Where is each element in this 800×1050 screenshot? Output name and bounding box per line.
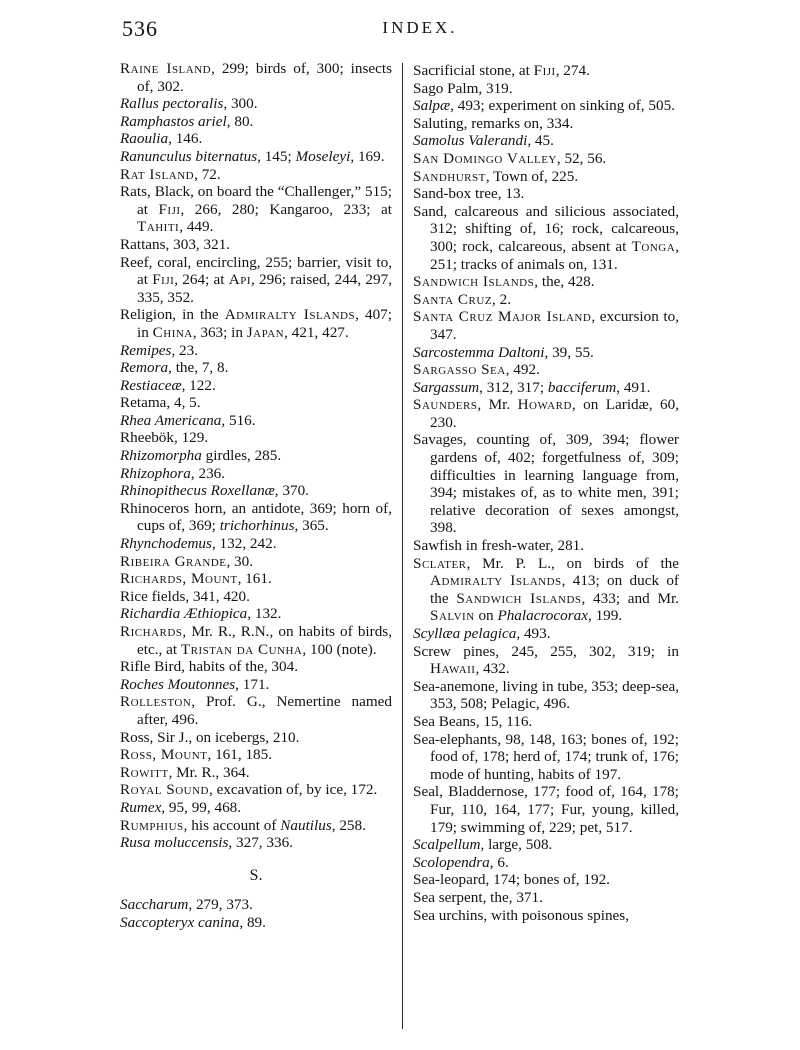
index-entry [120,729,392,747]
index-entry [120,896,392,914]
index-entry [120,148,392,166]
small-caps-term: Japan [246,323,285,341]
italic-term: Rumex [120,798,162,816]
entry-text: , 199. [587,607,623,625]
index-entry [413,168,679,186]
entry-text: , 266, 280; Kangaroo, 233; at [180,200,392,218]
index-entries-s-continued [413,62,679,924]
entry-text: , 433; and Mr. [581,589,680,607]
index-entry [120,623,392,658]
entry-text: , 421, 427. [284,323,349,341]
index-entry [120,658,392,676]
index-entry [120,447,392,465]
index-entry [413,783,679,836]
index-entry [120,394,392,412]
small-caps-term: Sclater [413,554,467,572]
index-entry [120,746,392,764]
entry-text: , 407; in [137,306,392,341]
small-caps-term: Ribeira Grande [120,552,227,570]
index-entry [120,166,392,184]
entry-text: , 30. [226,552,254,570]
entry-text: , 52, 56. [556,149,607,167]
index-entry [120,342,392,360]
entry-text: , 491. [616,378,651,396]
index-entry [120,429,392,447]
small-caps-term: Rowitt [120,763,169,781]
index-entries-s [120,896,392,931]
index-entry [413,203,679,273]
entry-text: , 432. [475,660,510,678]
index-entry [120,500,392,535]
italic-term: Saccharum [120,896,189,914]
small-caps-term: Fiji [158,200,181,218]
running-head-title: INDEX. [382,18,458,37]
italic-term: Rusa moluccensis [120,834,229,852]
italic-term: Ramphastos ariel [120,112,227,130]
small-caps-term: Tonga [631,237,676,255]
index-entry [413,273,679,291]
entry-text: , 171. [235,675,270,693]
entry-text: Savages, counting of, 309, 394; flower gardens of, 402; forgetfulness of, 309; difficulties in learning language from, 394; mistakes of, as to white men, 391; relative decoration of sexes amongst, 398. [413,431,679,537]
index-entry [120,834,392,852]
index-entry [120,412,392,430]
index-entry [413,555,679,625]
index-entry [120,799,392,817]
index-entry [413,731,679,784]
small-caps-term: Richards [120,623,183,640]
entry-text: , 413; on duck of the [430,572,679,607]
index-entry [413,713,679,731]
index-entry [413,132,679,150]
small-caps-term: Raine Island [120,60,212,77]
entry-text: Sago Palm, 319. [413,79,513,97]
index-entry [120,482,392,500]
italic-term: Moseleyi [295,147,351,165]
small-caps-term: Rumphius [120,816,184,834]
entry-text: , 296; raised, 244, 297, 335, 352. [137,271,392,306]
index-entry [413,185,679,203]
small-caps-term: Tristan da Cunha [180,640,303,658]
index-entry [120,236,392,254]
entry-text: , 80. [226,112,254,130]
entry-text: Sea serpent, the, 371. [413,888,543,906]
entry-text: , 39, 55. [544,343,594,361]
entry-text: , 89. [239,913,266,931]
index-entry [413,115,679,133]
italic-term: Richardia Æthiopica [120,605,248,623]
small-caps-term: Fiji [533,62,556,79]
small-caps-term: Saunders [413,396,478,414]
index-entry [120,183,392,236]
italic-term: Rallus pectoralis [120,95,224,113]
small-caps-term: Hawaii [430,660,476,678]
entry-text: Seal, Bladdernose, 177; food of, 164, 178; Fur, 110, 164, 177; Fur, young, killed, 179; swimming of, 229; pet, 517. [413,783,679,836]
index-entry [120,781,392,799]
index-entry [413,150,679,168]
entry-text: , 370. [274,482,309,500]
entry-text: Religion, in the [120,306,225,324]
entry-text: , 363; in [192,323,247,341]
small-caps-term: Sargasso Sea [413,361,506,379]
entry-text: , 161. [237,570,272,588]
entry-text: , Prof. G., Nemertine named after, 496. [137,693,392,728]
entry-text: , 327, 336. [228,834,293,852]
index-entry [120,676,392,694]
index-entry [413,344,679,362]
index-column-right [413,62,679,924]
index-entry [120,254,392,307]
entry-text: , 45. [527,132,554,150]
small-caps-term: Salvin [430,607,475,625]
entry-text: Sea-anemone, living in tube, 353; deep-sea, 353, 508; Pelagic, 496. [413,677,679,713]
index-entry [120,306,392,341]
entry-text: , 132, 242. [211,535,277,553]
entry-text: Sea urchins, with poisonous spines, [413,906,629,924]
index-column-left [120,60,392,932]
entry-text: , 251; tracks of animals on, 131. [430,237,679,273]
entry-text: , 274. [555,62,590,79]
small-caps-term: Fiji [152,271,175,289]
entry-text: , Mr. R., R.N., on habits of birds, etc., at [137,623,392,658]
entry-text: , the, 7, 8. [168,359,229,377]
index-entry [413,836,679,854]
small-caps-term: Admiralty Islands [430,572,562,590]
small-caps-term: Rolleston [120,693,192,711]
index-entry [120,553,392,571]
entry-text: , 145; [257,147,296,165]
entry-text: Sand-box tree, 13. [413,185,525,203]
entry-text: , 100 (note). [302,640,377,658]
italic-term: Restiaceæ [120,376,182,394]
index-entry [413,625,679,643]
entry-text: Rice fields, 341, 420. [120,587,250,605]
small-caps-term: Api [228,271,252,289]
italic-term: Saccopteryx canina [120,913,240,931]
entry-text: , 161, 185. [207,746,273,764]
index-entries-r [120,60,392,852]
index-entry [413,97,679,115]
index-entry [413,396,679,431]
entry-text: Sea-elephants, 98, 148, 163; bones of, 192; food of, 178; herd of, 174; trunk of, 176; mode of hunting, habits of 197. [413,730,679,783]
entry-text: , 312, 317; [479,378,548,396]
entry-text: , his account of [183,816,281,834]
entry-text: , 95, 99, 468. [161,798,242,816]
page-number: 536 [122,16,158,41]
italic-term: Rhynchodemus [120,535,212,553]
index-entry [120,377,392,395]
index-entry [413,62,679,80]
index-entry [120,95,392,113]
italic-term: Scyllæa pelagica [413,625,517,642]
small-caps-term: San Domingo Valley [413,149,557,167]
entry-text: , excursion to, 347. [430,308,680,343]
index-entry [413,291,679,309]
entry-text: , 449. [179,218,214,236]
entry-text: , 493; experiment on sinking of, 505. [450,97,675,115]
small-caps-term: Royal Sound [120,781,209,799]
index-entry [120,693,392,728]
italic-term: Ranunculus biternatus [120,147,258,165]
entry-text: , large, 508. [480,836,553,854]
small-caps-term: Howard [517,396,572,414]
entry-text: , 122. [181,376,216,394]
index-entry [413,889,679,907]
italic-term: Rhinopithecus Roxellanæ [120,482,275,500]
entry-text: , 493. [516,625,551,642]
entry-text: , Mr. P. L., on birds of the [466,554,679,572]
index-entry [120,570,392,588]
italic-term: Nautilus [280,816,332,834]
entry-text: , Town of, 225. [485,167,579,185]
entry-text: Rattans, 303, 321. [120,235,231,253]
entry-text: Rhinoceros horn, an antidote, 369; horn of, cups of, 369; [120,499,392,535]
entry-text: , 279, 373. [188,896,253,914]
small-caps-term: Sandwich Islands [456,589,582,607]
index-entry [413,308,679,343]
small-caps-term: Santa Cruz [413,290,493,308]
section-heading: S. [249,866,263,884]
index-entry [413,854,679,872]
column-divider [402,63,403,1029]
entry-text: Sea-leopard, 174; bones of, 192. [413,871,610,889]
entry-text: Rats, Black, on board the “Challenger,” 515; at [120,183,392,218]
italic-term: Phalacrocorax [497,607,588,625]
italic-term: trichorhinus [219,517,295,535]
small-caps-term: China [152,323,193,341]
small-caps-term: Santa Cruz Major Island [413,308,592,326]
italic-term: bacciferum [547,378,617,396]
italic-term: Rhizomorpha [120,447,202,465]
index-entry [413,907,679,925]
italic-term: Scalpellum [413,836,481,854]
entry-text: , 258. [331,816,366,834]
entry-text: , the, 428. [534,273,595,291]
index-entry [413,379,679,397]
entry-text: , 516. [221,411,256,429]
entry-text: , excavation of, by ice, 172. [208,781,378,799]
small-caps-term: Tahiti [137,218,180,236]
italic-term: Raoulia [120,130,169,148]
small-caps-term: Admiralty Islands [224,306,356,324]
entry-text: , 146. [168,130,203,148]
small-caps-term: Ross, Mount [120,746,208,764]
entry-text: , 169. [350,147,385,165]
entry-text: Reef, coral, encircling, 255; barrier, visit to, at [120,253,392,289]
small-caps-term: Sandhurst [413,167,486,185]
index-entry [120,465,392,483]
entry-text: girdles, 285. [201,447,282,465]
index-entry [413,80,679,98]
entry-text: , 23. [171,341,199,359]
entry-text: , 236. [190,464,226,482]
entry-text: on [474,607,498,625]
entry-text: , 300. [223,95,258,113]
entry-text: , Mr. [477,396,518,414]
entry-text: Ross, Sir J., on icebergs, 210. [120,728,300,746]
index-entry [120,588,392,606]
small-caps-term: Sandwich Islands [413,273,535,291]
entry-text: Rifle Bird, habits of the, 304. [120,658,299,676]
index-entry [120,764,392,782]
index-entry [120,359,392,377]
index-entry [120,914,392,932]
italic-term: Sargassum [413,378,480,396]
entry-text: Retama, 4, 5. [120,394,201,412]
small-caps-term: Richards, Mount [120,570,238,588]
index-entry [120,113,392,131]
entry-text: , 299; birds of, 300; insects of, 302. [137,60,392,95]
italic-term: Samolus Valerandi [413,132,528,150]
italic-term: Sarcostemma Daltoni [413,343,545,361]
index-entry [413,361,679,379]
entry-text: , 6. [489,853,509,871]
entry-text: , 365. [294,517,329,535]
entry-text: , 132. [247,605,282,623]
italic-term: Scolopendra [413,853,490,871]
entry-text: Sea Beans, 15, 116. [413,712,533,730]
entry-text: , Mr. R., 364. [168,763,250,781]
index-entry [413,431,679,537]
index-entry [120,130,392,148]
entry-text: , 2. [492,290,512,308]
italic-term: Remora [120,359,169,377]
entry-text: , 492. [505,361,540,379]
index-entry [413,643,679,678]
italic-term: Salpæ [413,97,451,115]
index-entry [413,537,679,555]
entry-text: , 72. [194,165,221,183]
index-entry [413,871,679,889]
entry-text: Saluting, remarks on, 334. [413,114,574,132]
italic-term: Roches Moutonnes [120,675,236,693]
entry-text: Screw pines, 245, 255, 302, 319; in [413,642,679,660]
italic-term: Remipes [120,341,172,359]
small-caps-term: Rat Island [120,165,195,183]
index-entry [120,535,392,553]
entry-text: Sand, calcareous and silicious associated, 312; shifting of, 16; rock, calcareous, 300; rock, calcareous, absent at [413,202,679,255]
index-entry [413,678,679,713]
entry-text: Rheebök, 129. [120,429,209,447]
entry-text: Sawfish in fresh-water, 281. [413,537,585,555]
entry-text: , 264; at [174,271,229,289]
index-entry [120,605,392,623]
entry-text: , on Laridæ, 60, 230. [430,396,679,431]
entry-text: Sacrificial stone, at [413,62,534,79]
italic-term: Rhea Americana [120,411,222,429]
index-entry [120,60,392,95]
italic-term: Rhizophora [120,464,191,482]
index-entry [120,817,392,835]
